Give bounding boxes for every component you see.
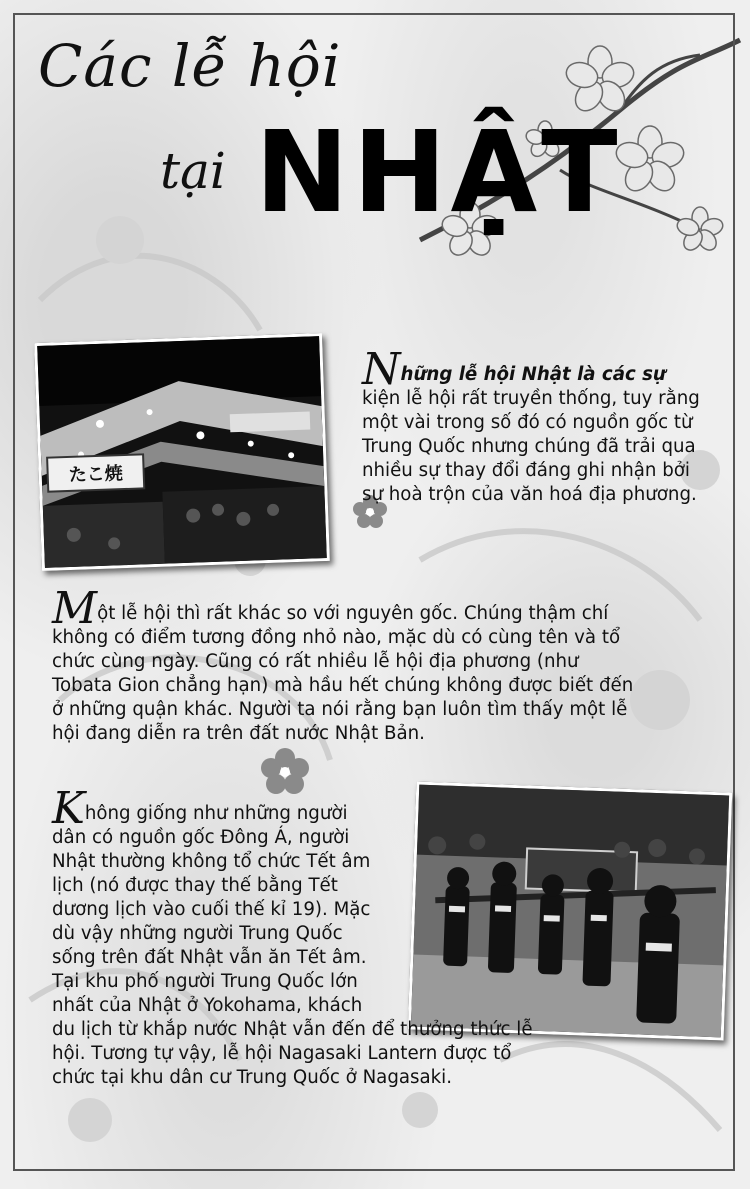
paragraph-line: dù vậy những người Trung Quốc (52, 923, 343, 944)
paragraph-line: hội đang diễn ra trên đất nước Nhật Bản. (52, 723, 425, 744)
page-title-prefix: tại (160, 142, 226, 200)
page-title-main: NHẬT (255, 108, 622, 238)
page-title: Các lễ hội (38, 32, 342, 100)
takoyaki-sign: たこ焼 (68, 463, 124, 486)
paragraph-line: Tobata Gion chẳng hạn) mà hầu hết chúng không được biết đến (52, 675, 634, 696)
paragraph-line: chức cùng ngày. Cũng có rất nhiều lễ hội địa phương (như (52, 651, 579, 672)
paragraph-line: một vài trong số đó có nguồn gốc từ (362, 412, 693, 433)
paragraph-line: nhiều sự thay đổi đáng ghi nhận bởi (362, 460, 690, 481)
paragraph-line: dân có nguồn gốc Đông Á, người (52, 827, 350, 848)
paragraph-line: hội. Tương tự vậy, lễ hội Nagasaki Lantern được tổ (52, 1043, 512, 1064)
paragraph-line: dương lịch vào cuối thế kỉ 19). Mặc (52, 899, 371, 920)
paragraph-line: nhất của Nhật ở Yokohama, khách (52, 995, 363, 1016)
paragraph-line: hững lễ hội Nhật là các sự (400, 364, 666, 385)
paragraph-line: chức tại khu dân cư Trung Quốc ở Nagasaki. (52, 1067, 452, 1088)
paragraph-line: ở những quận khác. Người ta nói rằng bạn luôn tìm thấy một lễ (52, 699, 628, 720)
paragraph-line: lịch (nó được thay thế bằng Tết (52, 875, 338, 896)
paragraph-line: không có điểm tương đồng nhỏ nào, mặc dù có cùng tên và tổ (52, 627, 621, 648)
third-paragraph (52, 783, 692, 1090)
intro-paragraph (362, 344, 734, 507)
paragraph-line: ột lễ hội thì rất khác so với nguyên gốc. Chúng thậm chí (97, 603, 609, 624)
paragraph-line: hông giống như những người (84, 803, 348, 824)
paragraph-line: du lịch từ khắp nước Nhật vẫn đến để thưởng thức lễ (52, 1019, 533, 1040)
second-paragraph (52, 583, 692, 746)
paragraph-line: kiện lễ hội rất truyền thống, tuy rằng (362, 388, 700, 409)
dropcap: N (362, 344, 401, 395)
night-market-photo (34, 333, 330, 571)
dropcap: K (52, 783, 85, 834)
paragraph-line: Trung Quốc nhưng chúng đã trải qua (362, 436, 696, 457)
paragraph-line: sự hoà trộn của văn hoá địa phương. (362, 484, 697, 505)
paragraph-line: Nhật thường không tổ chức Tết âm (52, 851, 371, 872)
paragraph-line: sống trên đất Nhật vẫn ăn Tết âm. (52, 947, 367, 968)
paragraph-line: Tại khu phố người Trung Quốc lớn (52, 971, 358, 992)
dropcap: M (52, 583, 98, 634)
